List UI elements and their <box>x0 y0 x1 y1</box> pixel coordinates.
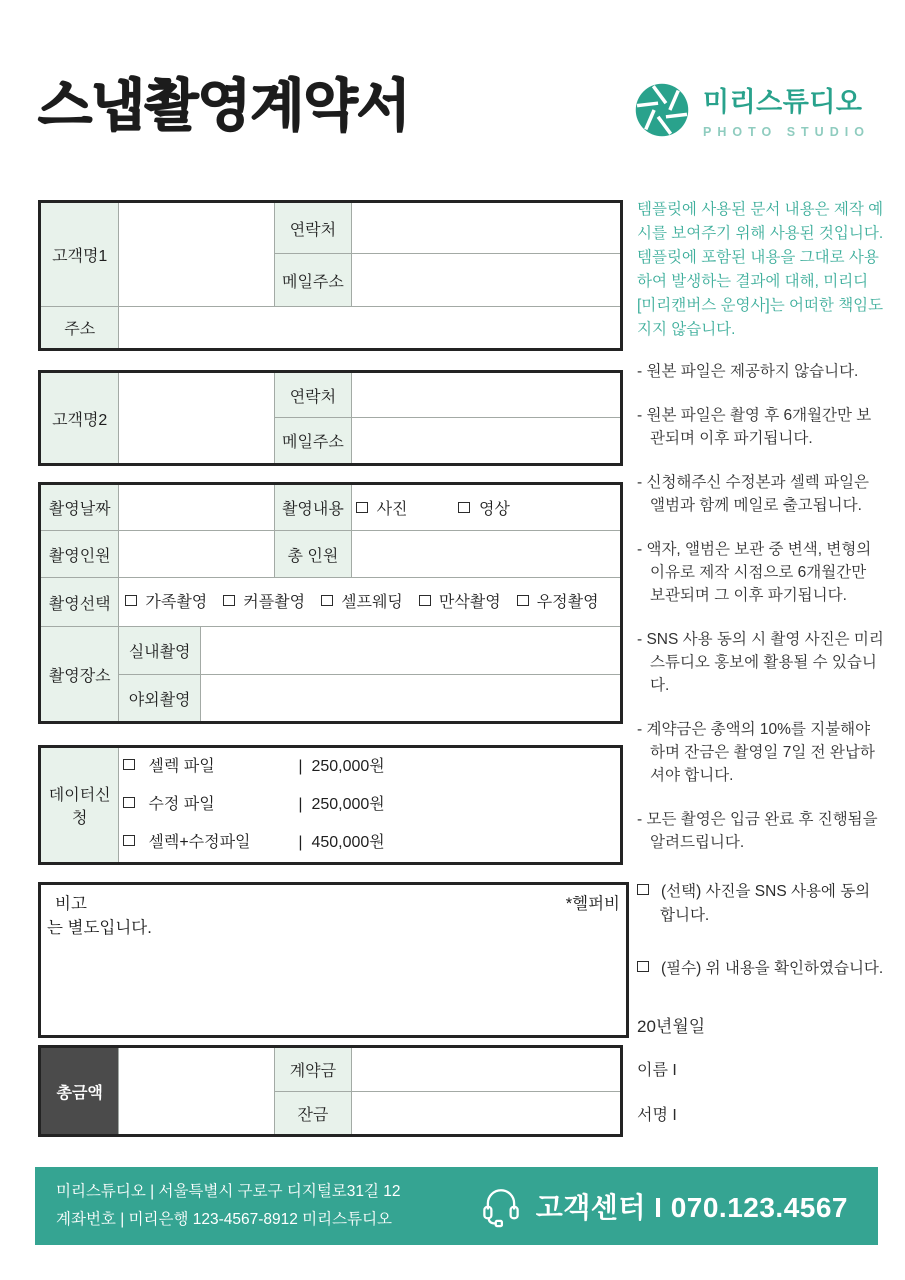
total-label: 총금액 <box>40 1047 119 1136</box>
separator: | <box>298 834 303 851</box>
content-option-label: 사진 <box>376 501 408 518</box>
data-option-name: 셀렉+수정파일 <box>148 834 251 851</box>
customer1-email-field[interactable] <box>351 254 621 307</box>
shoot-total-people-label: 총 인원 <box>275 531 351 578</box>
separator: | <box>298 796 303 813</box>
place-outdoor-label: 야외촬영 <box>119 675 200 723</box>
data-request-table <box>38 745 623 865</box>
data-option-price: 250,000원 <box>311 758 385 775</box>
terms-item: - 모든 촬영은 입금 완료 후 진행됨을 알려드립니다. <box>637 811 878 851</box>
place-indoor-field[interactable] <box>200 627 621 675</box>
balance-field[interactable] <box>351 1092 621 1136</box>
customer1-table <box>38 200 623 351</box>
remarks-box[interactable] <box>38 882 629 1038</box>
terms-item: - 신청해주신 수정본과 셀렉 파일은 앨범과 함께 메일로 출고됩니다. <box>637 474 870 514</box>
shoot-people-field[interactable] <box>119 531 275 578</box>
checkbox-icon[interactable] <box>458 502 470 513</box>
checkbox-icon[interactable] <box>123 797 135 808</box>
customer1-contact-field[interactable] <box>351 202 621 254</box>
customer2-email-field[interactable] <box>351 418 621 465</box>
agreement-text: (필수) 위 내용을 확인하였습니다. <box>661 960 884 977</box>
template-disclaimer: 템플릿에 사용된 문서 내용은 제작 예시를 보여주기 위해 사용된 것입니다. 템플릿에 포함된 내용을 그대로 사용 하여 발생하는 결과에 대해, 미리디 [미리캔버스 운영사]는 어떠한 책임도 지지 않습니다. <box>637 201 884 338</box>
date-year-prefix: 20 <box>637 1017 656 1036</box>
footer-account: 계좌번호 | 미리은행 123-4567-8912 미리스튜디오 <box>56 1211 393 1228</box>
aperture-icon <box>634 82 690 138</box>
remarks-helper-note: *헬퍼비 <box>565 895 620 913</box>
checkbox-icon[interactable] <box>637 961 649 972</box>
total-table <box>38 1045 623 1137</box>
customer1-address-field[interactable] <box>119 307 622 350</box>
date-year-label: 년 <box>655 1017 673 1036</box>
headset-icon <box>480 1183 522 1229</box>
place-indoor-label: 실내촬영 <box>119 627 200 675</box>
studio-logo <box>634 80 870 139</box>
page-title: 스냅촬영계약서 <box>38 74 410 137</box>
studio-subtitle: PHOTO STUDIO <box>703 125 870 139</box>
agreement-confirm <box>637 957 885 981</box>
content-option-photo <box>356 501 408 518</box>
data-request-label: 데이터신청 <box>40 747 119 864</box>
remarks-helper-note-wrap: 는 별도입니다. <box>47 919 152 937</box>
date-line <box>637 1012 885 1037</box>
customer2-email-label: 메일주소 <box>275 418 351 465</box>
shoot-date-label: 촬영날짜 <box>40 484 119 531</box>
checkbox-icon[interactable] <box>517 595 529 606</box>
terms-item: - 원본 파일은 촬영 후 6개월간만 보관되며 이후 파기됩니다. <box>637 407 872 447</box>
checkbox-icon[interactable] <box>123 835 135 846</box>
data-option-price: 450,000원 <box>311 834 385 851</box>
customer1-contact-label: 연락처 <box>275 202 351 254</box>
footer-address: 미리스튜디오 | 서울특별시 구로구 디지털로31길 12 <box>56 1183 401 1200</box>
shoot-total-people-field[interactable] <box>351 531 621 578</box>
checkbox-icon[interactable] <box>356 502 368 513</box>
footer-support <box>480 1183 848 1229</box>
remarks-label: 비고 <box>55 895 87 913</box>
place-outdoor-field[interactable] <box>200 675 621 723</box>
data-option-both <box>123 824 616 862</box>
content-option-video <box>458 501 510 518</box>
checkbox-icon[interactable] <box>637 884 649 895</box>
name-field[interactable]: 이름 I <box>637 1062 677 1079</box>
shoot-people-label: 촬영인원 <box>40 531 119 578</box>
select-option-label: 우정촬영 <box>536 593 599 611</box>
data-request-options <box>119 747 622 864</box>
shoot-date-field[interactable] <box>119 484 275 531</box>
terms-item: - 계약금은 총액의 10%를 지불해야 하며 잔금은 촬영일 7일 전 완납하셔야 합니다. <box>637 721 875 784</box>
customer2-name-field[interactable] <box>119 372 275 465</box>
total-amount-field[interactable] <box>119 1047 275 1136</box>
data-option-select <box>123 748 616 786</box>
agreement-text: (선택) 사진을 SNS 사용에 동의 합니다. <box>660 883 871 924</box>
checkbox-icon[interactable] <box>419 595 431 606</box>
customer1-label: 고객명1 <box>40 202 119 307</box>
terms-item: - 원본 파일은 제공하지 않습니다. <box>637 363 859 380</box>
customer2-contact-label: 연락처 <box>275 372 351 418</box>
select-option-label: 만삭촬영 <box>438 593 501 611</box>
date-day-label: 일 <box>688 1017 706 1036</box>
data-option-price: 250,000원 <box>311 796 385 813</box>
customer1-name-field[interactable] <box>119 202 275 307</box>
select-option-label: 커플촬영 <box>243 593 306 611</box>
checkbox-icon[interactable] <box>123 759 135 770</box>
customer2-table <box>38 370 623 466</box>
terms-item: - SNS 사용 동의 시 촬영 사진은 미리 스튜디오 홍보에 활용될 수 있습니다. <box>637 631 884 694</box>
footer-bar <box>35 1167 878 1245</box>
footer-info <box>56 1178 401 1234</box>
shoot-content-options <box>351 484 621 531</box>
customer1-address-label: 주소 <box>40 307 119 350</box>
balance-label: 잔금 <box>275 1092 351 1136</box>
checkbox-icon[interactable] <box>321 595 333 606</box>
customer2-contact-field[interactable] <box>351 372 621 418</box>
checkbox-icon[interactable] <box>223 595 235 606</box>
shoot-table <box>38 482 623 724</box>
shoot-content-label: 촬영내용 <box>275 484 351 531</box>
separator: | <box>298 758 303 775</box>
shoot-select-options <box>119 578 622 627</box>
shoot-place-label: 촬영장소 <box>40 627 119 723</box>
shoot-select-label: 촬영선택 <box>40 578 119 627</box>
signature-field[interactable]: 서명 I <box>637 1107 677 1124</box>
deposit-label: 계약금 <box>275 1047 351 1092</box>
data-option-name: 셀렉 파일 <box>148 758 215 775</box>
deposit-field[interactable] <box>351 1047 621 1092</box>
terms-item: - 액자, 앨범은 보관 중 변색, 변형의 이유로 제작 시점으로 6개월간만 보관되며 그 이후 파기됩니다. <box>637 541 872 604</box>
customer1-email-label: 메일주소 <box>275 254 351 307</box>
data-option-edit <box>123 786 616 824</box>
content-option-label: 영상 <box>478 501 510 518</box>
customer2-label: 고객명2 <box>40 372 119 465</box>
agreement-sns <box>637 880 885 928</box>
select-option-label: 셀프웨딩 <box>341 593 403 611</box>
select-option-label: 가족촬영 <box>145 593 208 611</box>
terms-list <box>637 360 885 875</box>
checkbox-icon[interactable] <box>125 595 137 606</box>
support-phone: 고객센터 I 070.123.4567 <box>535 1192 848 1223</box>
data-option-name: 수정 파일 <box>148 796 215 813</box>
studio-name: 미리스튜디오 <box>703 87 863 117</box>
date-month-label: 월 <box>672 1017 689 1036</box>
agreements <box>637 880 885 1010</box>
